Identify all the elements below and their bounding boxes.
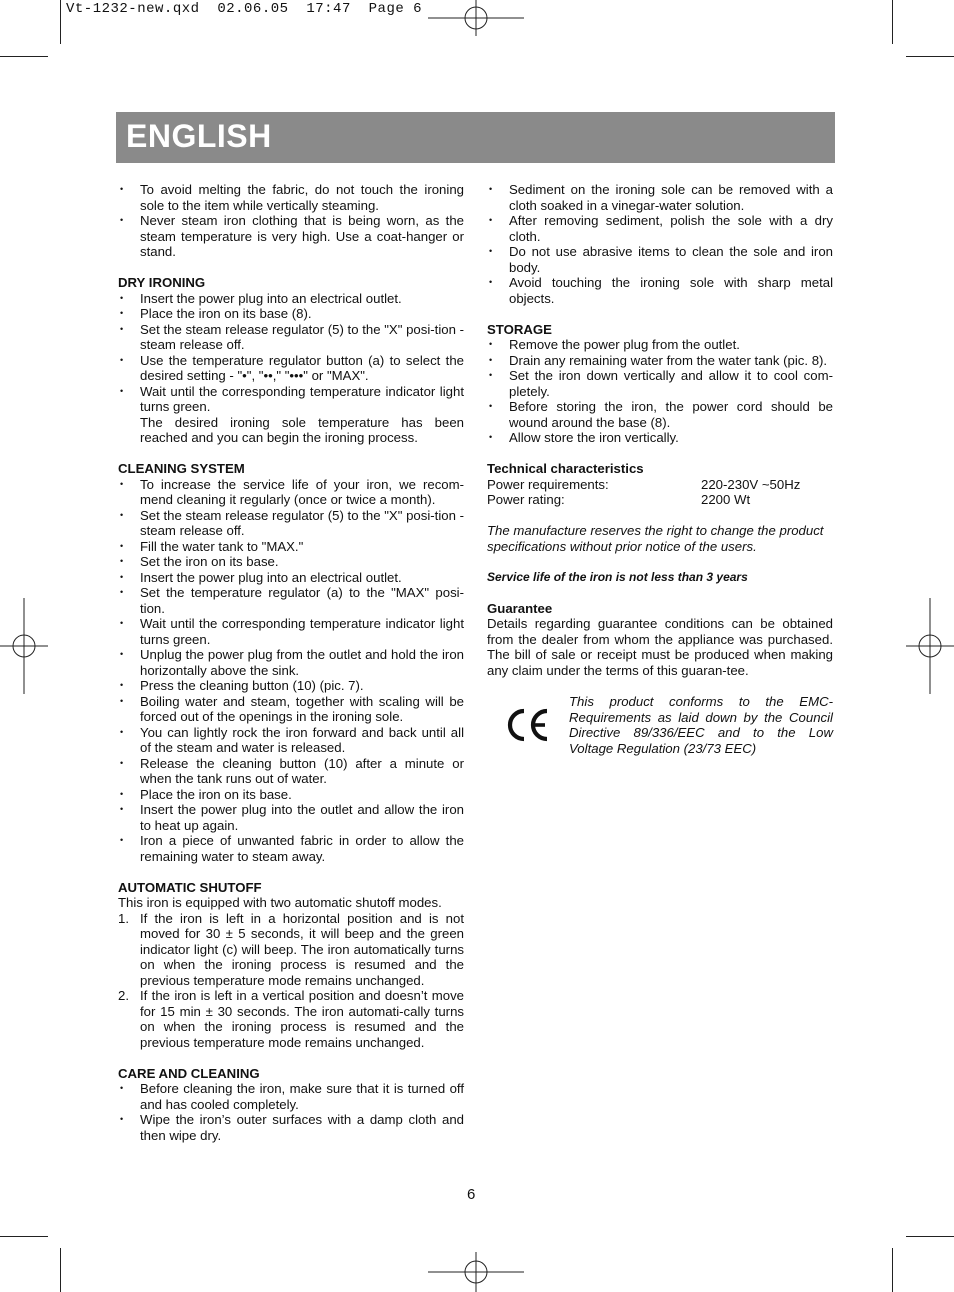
cleaning-system-list (118, 477, 464, 865)
guarantee-text: Details regarding guarantee conditions can be obtained from the dealer from whom the appliance was purchased. The bill of sale or receipt must be produced when making any claim under the terms of this guaran-tee. (487, 616, 833, 678)
list-index: 2. (118, 988, 129, 1003)
storage-heading: STORAGE (487, 321, 552, 337)
technical-heading: Technical characteristics (487, 461, 644, 476)
spec-value: 220-230V ~50Hz (701, 476, 801, 492)
storage-list (487, 337, 833, 446)
automatic-shutoff-intro: This iron is equipped with two automatic shutoff modes. (118, 895, 442, 910)
automatic-shutoff-list (118, 911, 464, 1051)
list-item: • Wait until the corresponding temperature indicator light turns green. (118, 616, 464, 647)
spec-row (487, 477, 833, 493)
list-item: • To avoid melting the fabric, do not touch the ironing sole to the item while vertically steaming. (118, 182, 464, 213)
intro-bullets-left (118, 182, 464, 260)
file-slug: Vt-1232-new.qxd 02.06.05 17:47 Page 6 (66, 1, 423, 17)
spec-row (487, 492, 833, 508)
list-item: • Before cleaning the iron, make sure that it is turned off and has cooled completely. (118, 1081, 464, 1112)
guarantee-heading: Guarantee (487, 600, 553, 616)
list-item (118, 911, 464, 989)
registration-mark-bottom-icon (428, 1252, 524, 1292)
dry-ironing-list (118, 291, 464, 415)
list-item: • To increase the service life of your iron, we recom-mend cleaning it regularly (once or twice a month). (118, 477, 464, 508)
care-cleaning-heading: CARE AND CLEANING (118, 1065, 260, 1081)
registration-mark-left-icon (0, 598, 48, 694)
list-item: • Wait until the corresponding temperature indicator light turns green. (118, 384, 464, 415)
intro-bullets-right (487, 182, 833, 306)
banner-title: ENGLISH (126, 118, 272, 154)
list-item: • Unplug the power plug from the outlet and hold the iron horizontally above the sink. (118, 647, 464, 678)
automatic-shutoff-heading: AUTOMATIC SHUTOFF (118, 879, 262, 895)
cleaning-system-heading: CLEANING SYSTEM (118, 461, 245, 476)
list-item: • Release the cleaning button (10) after a minute or when the tank runs out of water. (118, 756, 464, 787)
left-column (118, 182, 464, 1143)
list-item: • Set the iron down vertically and allow it to cool com-pletely. (487, 368, 833, 399)
language-banner (116, 112, 835, 163)
list-item: • Do not use abrasive items to clean the sole and iron body. (487, 244, 833, 275)
list-item: • Avoid touching the ironing sole with sharp metal objects. (487, 275, 833, 306)
care-cleaning-list (118, 1081, 464, 1143)
page-number: 6 (467, 1186, 476, 1203)
list-item: • Place the iron on its base. (118, 787, 464, 803)
ce-conformity-text: This product conforms to the EMC-Requirements as laid down by the Council Directive 89/336/EEC and to the Low Voltage Regulation (23/73 EEC) (569, 694, 833, 756)
list-item: • Boiling water and steam, together with scaling will be forced out of the openings in the ironing sole. (118, 694, 464, 725)
list-item: • Set the temperature regulator (a) to the "MAX" posi-tion. (118, 585, 464, 616)
svg-text:CE: CE (528, 727, 530, 728)
right-column (487, 182, 833, 756)
list-item: • Before storing the iron, the power cord should be wound around the base (8). (487, 399, 833, 430)
list-item: • Insert the power plug into an electrical outlet. (118, 570, 464, 586)
registration-mark-right-icon (906, 598, 954, 694)
manufacturer-note: The manufacture reserves the right to change the product specifications without prior notice of the users. (487, 523, 824, 554)
dry-ironing-heading: DRY IRONING (118, 275, 206, 290)
list-item: • Insert the power plug into an electrical outlet. (118, 291, 464, 307)
list-item: • Insert the power plug into the outlet and allow the iron to heat up again. (118, 802, 464, 833)
list-item: • Drain any remaining water from the water tank (pic. 8). (487, 353, 833, 369)
ce-mark-icon (487, 707, 569, 743)
dry-ironing-note: The desired ironing sole temperature has been reached and you can begin the ironing process. (140, 414, 464, 445)
list-item: • Use the temperature regulator button (a) to select the desired setting - "•", "••," "•••" or "MAX". (118, 353, 464, 384)
list-item: • Wipe the iron’s outer surfaces with a damp cloth and then wipe dry. (118, 1112, 464, 1143)
spec-label: Power rating: (487, 492, 565, 507)
list-item: • Allow store the iron vertically. (487, 430, 833, 446)
list-item: • Set the iron on its base. (118, 554, 464, 570)
ce-conformity-block (487, 694, 833, 756)
list-item-text: If the iron is left in a horizontal position and is not moved for 30 ± 5 seconds, it will beep and the green indicator light (c) will beep. The iron automatically turns on when the ironing process is resumed and the previous temperature mode remains unchanged. (140, 910, 464, 988)
list-item: • You can lightly rock the iron forward and back until all of the steam and water is released. (118, 725, 464, 756)
service-life-note: Service life of the iron is not less than 3 years (487, 569, 748, 584)
list-item: • After removing sediment, polish the sole with a dry cloth. (487, 213, 833, 244)
list-item: • Place the iron on its base (8). (118, 306, 464, 322)
list-item: • Iron a piece of unwanted fabric in order to allow the remaining water to steam away. (118, 833, 464, 864)
list-item (118, 988, 464, 1050)
list-item: • Sediment on the ironing sole can be removed with a cloth soaked in a vinegar-water solution. (487, 182, 833, 213)
spec-value: 2200 Wt (701, 492, 751, 507)
list-index: 1. (118, 910, 129, 926)
list-item: • Fill the water tank to "MAX." (118, 539, 464, 555)
list-item: • Set the steam release regulator (5) to the "X" posi-tion - steam release off. (118, 322, 464, 353)
list-item: • Remove the power plug from the outlet. (487, 337, 833, 353)
spec-label: Power requirements: (487, 476, 609, 492)
list-item: • Set the steam release regulator (5) to the "X" posi-tion - steam release off. (118, 508, 464, 539)
list-item: • Press the cleaning button (10) (pic. 7). (118, 678, 464, 694)
list-item: • Never steam iron clothing that is being worn, as the steam temperature is very high. Use a coat-hanger or stand. (118, 213, 464, 260)
list-item-text: If the iron is left in a vertical position and doesn’t move for 15 min ± 30 seconds. The iron automati-cally turns on when the ironing process is resumed and the previous temperature mode remains unchanged. (140, 988, 464, 1050)
registration-mark-top-icon (428, 0, 524, 36)
